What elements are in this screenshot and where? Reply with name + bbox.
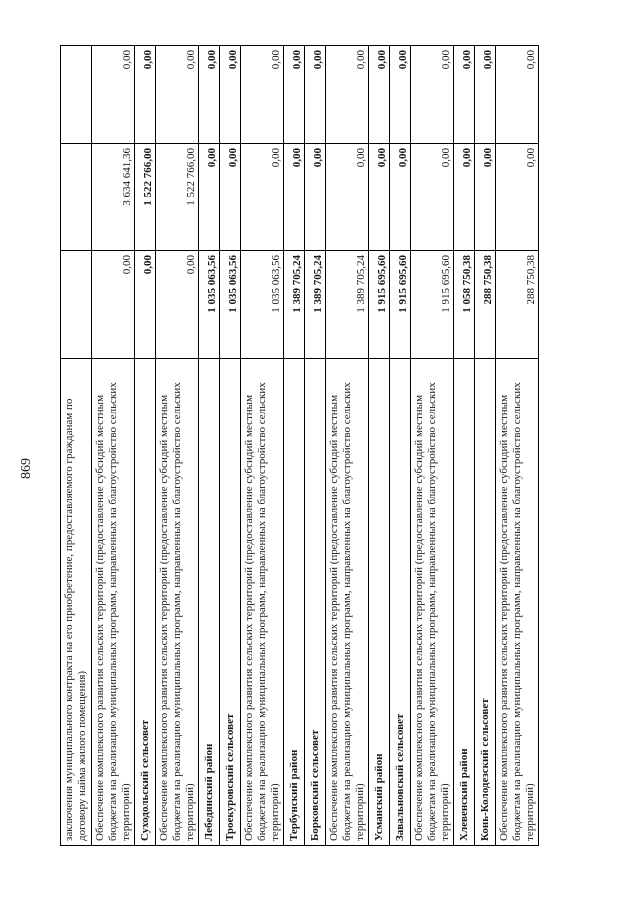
value-cell-1: 288 750,38	[475, 251, 496, 359]
value-cell-3: 0,00	[390, 46, 411, 144]
value-cell-3: 0,00	[326, 46, 369, 144]
table-row-region	[369, 46, 390, 846]
value-cell-1: 0,00	[135, 251, 156, 359]
value-cell-3: 0,00	[305, 46, 326, 144]
row-name: Завальновский сельсовет	[390, 359, 411, 846]
value-cell-3: 0,00	[496, 46, 539, 144]
value-cell-3	[61, 46, 92, 144]
value-cell-3: 0,00	[241, 46, 284, 144]
table-row-region	[305, 46, 326, 846]
value-cell-2: 0,00	[390, 144, 411, 251]
value-cell-1: 1 389 705,24	[305, 251, 326, 359]
value-cell-1: 1 389 705,24	[326, 251, 369, 359]
table-row-region	[475, 46, 496, 846]
value-cell-2: 0,00	[454, 144, 475, 251]
value-cell-3: 0,00	[92, 46, 135, 144]
value-cell-1: 1 035 063,56	[220, 251, 241, 359]
value-cell-2: 1 522 766,00	[156, 144, 199, 251]
value-cell-2: 1 522 766,00	[135, 144, 156, 251]
value-cell-2	[61, 144, 92, 251]
value-cell-3: 0,00	[369, 46, 390, 144]
table-row	[156, 46, 199, 846]
value-cell-2: 3 634 641,36	[92, 144, 135, 251]
row-name: Обеспечение комплексного развития сельских территорий (предоставление субсидий местным бюджетам на реализацию муниципальных программ, направленных на благоустройство сельских территорий)	[241, 359, 284, 846]
value-cell-2: 0,00	[411, 144, 454, 251]
row-name: Суходольский сельсовет	[135, 359, 156, 846]
row-name: Обеспечение комплексного развития сельских территорий (предоставление субсидий местным бюджетам на реализацию муниципальных программ, направленных на благоустройство сельских территорий)	[156, 359, 199, 846]
value-cell-3: 0,00	[284, 46, 305, 144]
table-row-region	[390, 46, 411, 846]
value-cell-2: 0,00	[326, 144, 369, 251]
value-cell-1: 1 035 063,56	[199, 251, 220, 359]
value-cell-3: 0,00	[156, 46, 199, 144]
value-cell-1: 0,00	[92, 251, 135, 359]
value-cell-2: 0,00	[369, 144, 390, 251]
value-cell-3: 0,00	[135, 46, 156, 144]
value-cell-1: 1 915 695,60	[390, 251, 411, 359]
row-name: Троекуровский сельсовет	[220, 359, 241, 846]
row-name: Борковский сельсовет	[305, 359, 326, 846]
row-name: Обеспечение комплексного развития сельских территорий (предоставление субсидий местным бюджетам на реализацию муниципальных программ, направленных на благоустройство сельских территорий)	[326, 359, 369, 846]
value-cell-3: 0,00	[220, 46, 241, 144]
table-row-region	[220, 46, 241, 846]
value-cell-1: 1 035 063,56	[241, 251, 284, 359]
value-cell-2: 0,00	[496, 144, 539, 251]
table-row	[92, 46, 135, 846]
row-name: Конь-Колодезский сельсовет	[475, 359, 496, 846]
value-cell-2: 0,00	[475, 144, 496, 251]
value-cell-1: 288 750,38	[496, 251, 539, 359]
value-cell-1: 1 389 705,24	[284, 251, 305, 359]
row-name: заключения муниципального контракта на его приобретение, предоставляемого гражданам по договору найма жилого помещения)	[61, 359, 92, 846]
row-name: Хлевенский район	[454, 359, 475, 846]
value-cell-1: 1 915 695,60	[411, 251, 454, 359]
table-row	[326, 46, 369, 846]
row-name: Обеспечение комплексного развития сельских территорий (предоставление субсидий местным бюджетам на реализацию муниципальных программ, направленных на благоустройство сельских территорий)	[496, 359, 539, 846]
page-number: 869	[19, 458, 34, 479]
row-name: Лебедянский район	[199, 359, 220, 846]
budget-table	[60, 45, 539, 846]
table-row	[411, 46, 454, 846]
row-name: Усманский район	[369, 359, 390, 846]
value-cell-1: 1 915 695,60	[369, 251, 390, 359]
value-cell-1: 0,00	[156, 251, 199, 359]
value-cell-2: 0,00	[199, 144, 220, 251]
row-name: Обеспечение комплексного развития сельских территорий (предоставление субсидий местным бюджетам на реализацию муниципальных программ, направленных на благоустройство сельских территорий)	[411, 359, 454, 846]
value-cell-2: 0,00	[241, 144, 284, 251]
value-cell-3: 0,00	[411, 46, 454, 144]
value-cell-3: 0,00	[475, 46, 496, 144]
table-row	[241, 46, 284, 846]
value-cell-2: 0,00	[284, 144, 305, 251]
row-name: Обеспечение комплексного развития сельских территорий (предоставление субсидий местным бюджетам на реализацию муниципальных программ, направленных на благоустройство сельских территорий)	[92, 359, 135, 846]
table-row-region	[454, 46, 475, 846]
value-cell-1: 1 058 750,38	[454, 251, 475, 359]
table-body	[61, 46, 539, 846]
value-cell-1	[61, 251, 92, 359]
value-cell-2: 0,00	[220, 144, 241, 251]
value-cell-3: 0,00	[454, 46, 475, 144]
row-name: Тербунский район	[284, 359, 305, 846]
table-row-region	[284, 46, 305, 846]
table-row-region	[135, 46, 156, 846]
table-row-region	[199, 46, 220, 846]
value-cell-2: 0,00	[305, 144, 326, 251]
value-cell-3: 0,00	[199, 46, 220, 144]
table-row	[496, 46, 539, 846]
table-row	[61, 46, 92, 846]
